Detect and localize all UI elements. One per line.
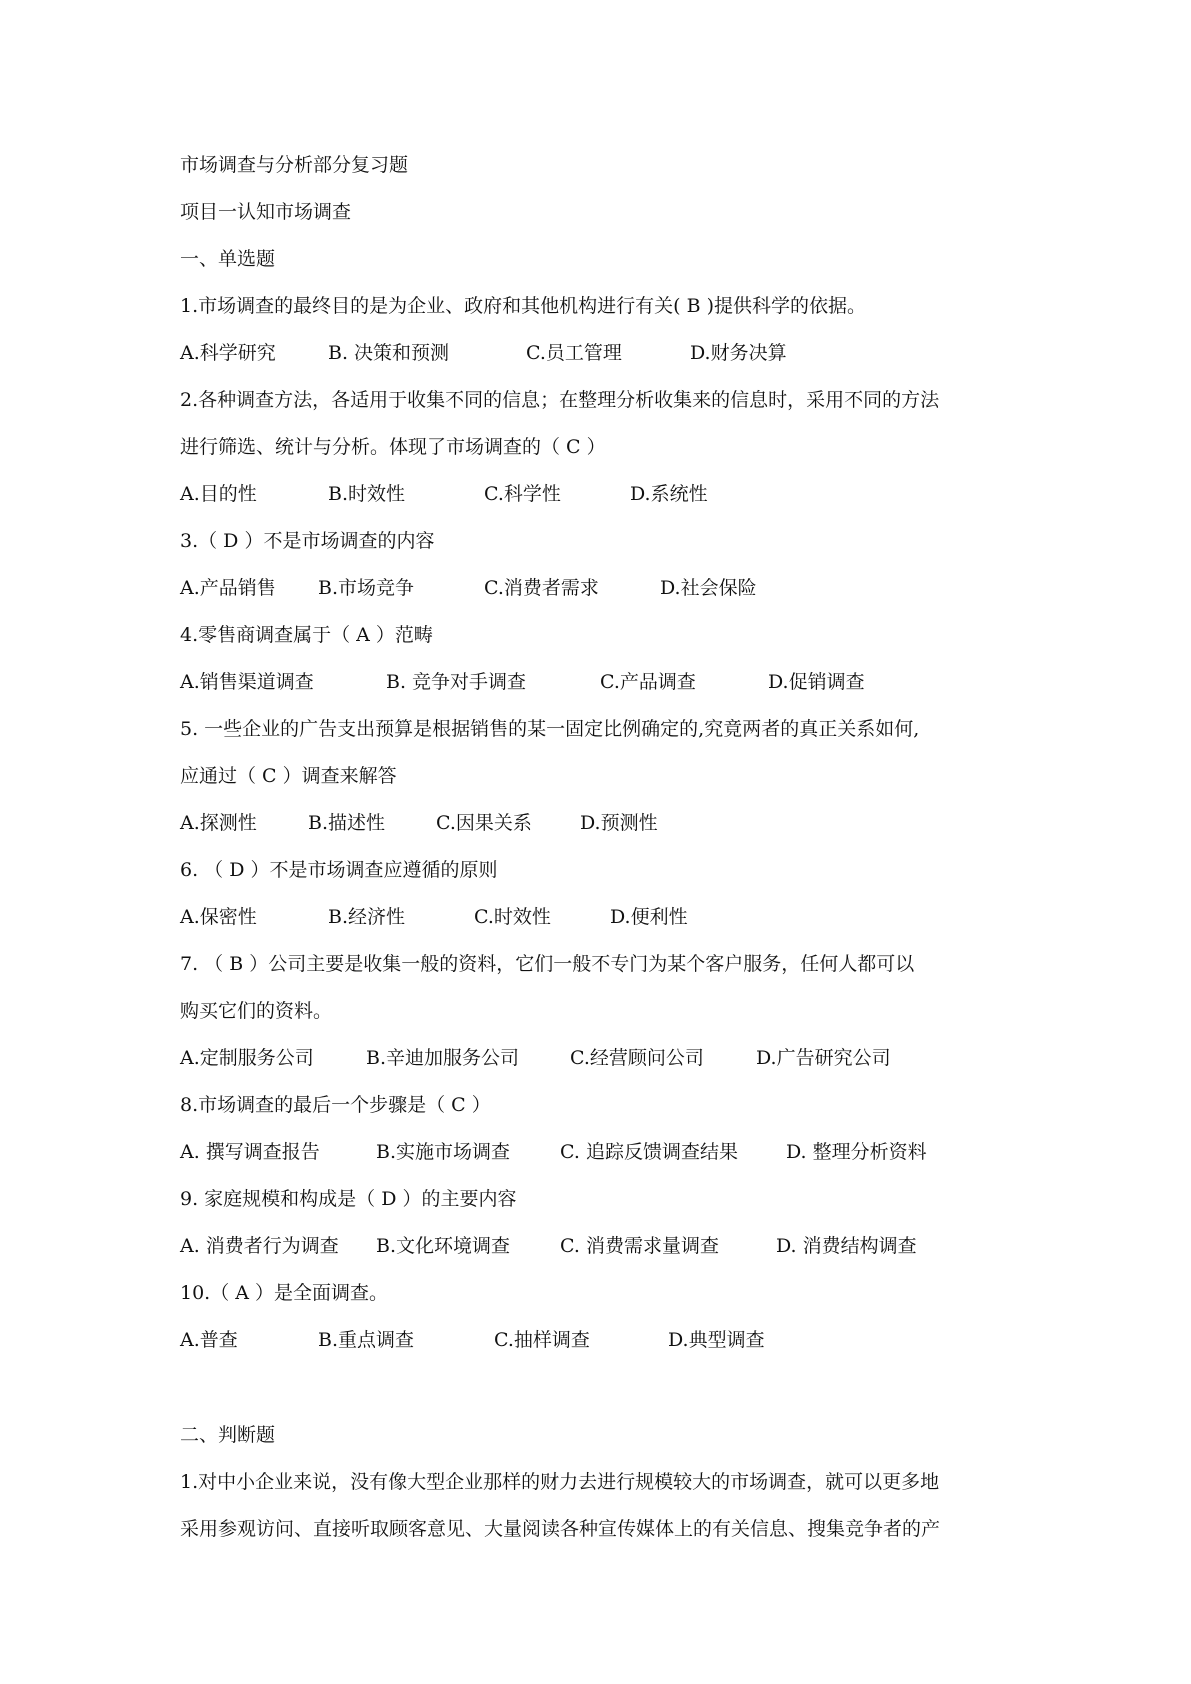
judgment-text: 1.对中小企业来说，没有像大型企业那样的财力去进行规模较大的市场调查，就可以更多地 [180, 1471, 940, 1493]
answer-option: C.产品调查 [600, 671, 696, 693]
answer-option: B.辛迪加服务公司 [366, 1047, 520, 1069]
answer-option: D. 消费结构调查 [776, 1235, 917, 1257]
answer-option: A. 消费者行为调查 [180, 1235, 339, 1257]
answer-option: B. 决策和预测 [328, 342, 450, 364]
question-list [180, 283, 1020, 1364]
answer-option: D.社会保险 [660, 577, 757, 599]
answer-option: C. 消费需求量调查 [560, 1235, 719, 1257]
option-row [180, 1223, 1020, 1270]
section-spacer [180, 1364, 1020, 1412]
answer-option: D.典型调查 [668, 1329, 765, 1351]
question-text: 进行筛选、统计与分析。体现了市场调查的（ C ） [180, 436, 606, 458]
document-title: 市场调查与分析部分复习题 [180, 154, 409, 176]
answer-option: A.保密性 [180, 906, 257, 928]
question-5 [180, 706, 1020, 847]
answer-option: D.便利性 [610, 906, 688, 928]
option-row [180, 1035, 1020, 1082]
option-row [180, 1317, 1020, 1364]
answer-option: C.科学性 [484, 483, 561, 505]
answer-option: B.重点调查 [318, 1329, 415, 1351]
question-10 [180, 1270, 1020, 1364]
question-text: 1.市场调查的最终目的是为企业、政府和其他机构进行有关( B )提供科学的依据。 [180, 295, 866, 317]
question-9 [180, 1176, 1020, 1270]
answer-option: C.经营顾问公司 [570, 1047, 704, 1069]
answer-option: C.时效性 [474, 906, 551, 928]
answer-option: B.实施市场调查 [376, 1141, 511, 1163]
answer-option: D.促销调查 [768, 671, 865, 693]
question-text: 购买它们的资料。 [180, 1000, 333, 1022]
answer-option: A.科学研究 [180, 342, 276, 364]
answer-option: B.描述性 [308, 812, 386, 834]
option-row [180, 894, 1020, 941]
answer-option: A.销售渠道调查 [180, 671, 314, 693]
option-row [180, 565, 1020, 612]
question-text: 7. （ B ）公司主要是收集一般的资料，它们一般不专门为某个客户服务，任何人都可以 [180, 953, 915, 975]
answer-option: C.因果关系 [436, 812, 532, 834]
answer-option: A. 撰写调查报告 [180, 1141, 320, 1163]
answer-option: A.产品销售 [180, 577, 276, 599]
answer-option: B. 竞争对手调查 [386, 671, 527, 693]
option-row [180, 1129, 1020, 1176]
option-row [180, 800, 1020, 847]
question-8 [180, 1082, 1020, 1176]
answer-option: A.普查 [180, 1329, 238, 1351]
judgment-list [180, 1459, 1020, 1553]
question-text: 6. （ D ）不是市场调查应遵循的原则 [180, 859, 498, 881]
judgment-text: 采用参观访问、直接听取顾客意见、大量阅读各种宣传媒体上的有关信息、搜集竞争者的产 [180, 1518, 941, 1540]
question-text: 4.零售商调查属于（ A ）范畴 [180, 624, 433, 646]
project-heading: 项目一认知市场调查 [180, 201, 352, 223]
option-row [180, 659, 1020, 706]
question-text: 8.市场调查的最后一个步骤是（ C ） [180, 1094, 491, 1116]
answer-option: A.定制服务公司 [180, 1047, 314, 1069]
answer-option: D.预测性 [580, 812, 658, 834]
question-text: 5. 一些企业的广告支出预算是根据销售的某一固定比例确定的,究竟两者的真正关系如何, [180, 718, 920, 740]
question-text: 应通过（ C ）调查来解答 [180, 765, 397, 787]
option-row [180, 330, 1020, 377]
answer-option: D.系统性 [630, 483, 708, 505]
answer-option: C.员工管理 [526, 342, 622, 364]
document-content [180, 142, 1020, 1553]
section-heading-single-choice: 一、单选题 [180, 248, 276, 270]
question-7 [180, 941, 1020, 1082]
answer-option: B.文化环境调查 [376, 1235, 511, 1257]
question-text: 9. 家庭规模和构成是（ D ）的主要内容 [180, 1188, 517, 1210]
answer-option: D.广告研究公司 [756, 1047, 891, 1069]
answer-option: C. 追踪反馈调查结果 [560, 1141, 738, 1163]
question-text: 10.（ A ）是全面调查。 [180, 1282, 389, 1304]
question-text: 2.各种调查方法，各适用于收集不同的信息；在整理分析收集来的信息时，采用不同的方法 [180, 389, 940, 411]
answer-option: B.时效性 [328, 483, 406, 505]
answer-option: C.消费者需求 [484, 577, 599, 599]
option-row [180, 471, 1020, 518]
answer-option: A.目的性 [180, 483, 257, 505]
answer-option: B.经济性 [328, 906, 406, 928]
answer-option: D. 整理分析资料 [786, 1141, 927, 1163]
question-3 [180, 518, 1020, 612]
answer-option: A.探测性 [180, 812, 257, 834]
question-4 [180, 612, 1020, 706]
section-heading-judgment: 二、判断题 [180, 1424, 276, 1446]
question-2 [180, 377, 1020, 518]
question-6 [180, 847, 1020, 941]
question-1 [180, 283, 1020, 377]
question-text: 3.（ D ）不是市场调查的内容 [180, 530, 435, 552]
answer-option: D.财务决算 [690, 342, 787, 364]
answer-option: B.市场竞争 [318, 577, 415, 599]
answer-option: C.抽样调查 [494, 1329, 590, 1351]
